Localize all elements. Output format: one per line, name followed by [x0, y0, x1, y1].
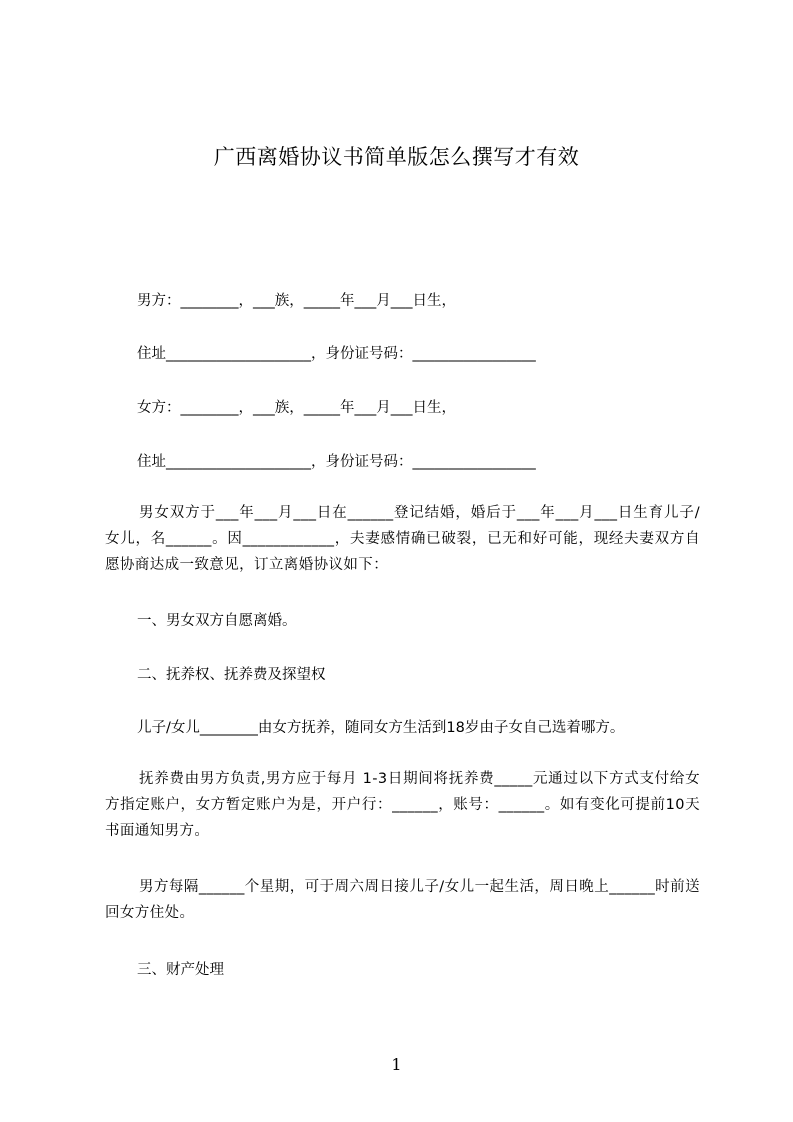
- female-party-line: 女方：________，___族，_____年___月___日生，: [137, 400, 456, 416]
- visitation-paragraph: 男方每隔______个星期，可于周六周日接儿子/女儿一起生活，周日晚上______时前送回女方住处。: [105, 879, 700, 921]
- male-address-line: 住址____________________，身份证号码：_________________: [137, 346, 536, 362]
- section-2-heading: 二、抚养权、抚养费及探望权: [137, 667, 326, 683]
- female-address-line: 住址____________________，身份证号码：_________________: [137, 454, 536, 470]
- page-number: 1: [391, 1055, 402, 1074]
- document-title: 广西离婚协议书简单版怎么撰写才有效: [213, 145, 580, 169]
- custody-paragraph: 儿子/女儿________由女方抚养，随同女方生活到18岁由子女自己选着哪方。: [137, 720, 625, 736]
- child-support-paragraph: 抚养费由男方负责,男方应于每月 1-3日期间将抚养费_____元通过以下方式支付给女方指定账户，女方暂定账户为是，开户行：______，账号：______。如有变化可提前10天书面通知男方。: [105, 771, 700, 839]
- male-party-line: 男方：________，___族，_____年___月___日生，: [137, 293, 456, 309]
- section-3-heading: 三、财产处理: [137, 962, 224, 978]
- section-1-heading: 一、男女双方自愿离婚。: [137, 613, 297, 629]
- marriage-paragraph: 男女双方于___年___月___日在______登记结婚，婚后于___年___月___日生育儿子/女儿，名______。因____________，夫妻感情确已破裂，已无和好可能，现经夫妻双方自愿协商达成一致意见，订立离婚协议如下：: [105, 505, 700, 573]
